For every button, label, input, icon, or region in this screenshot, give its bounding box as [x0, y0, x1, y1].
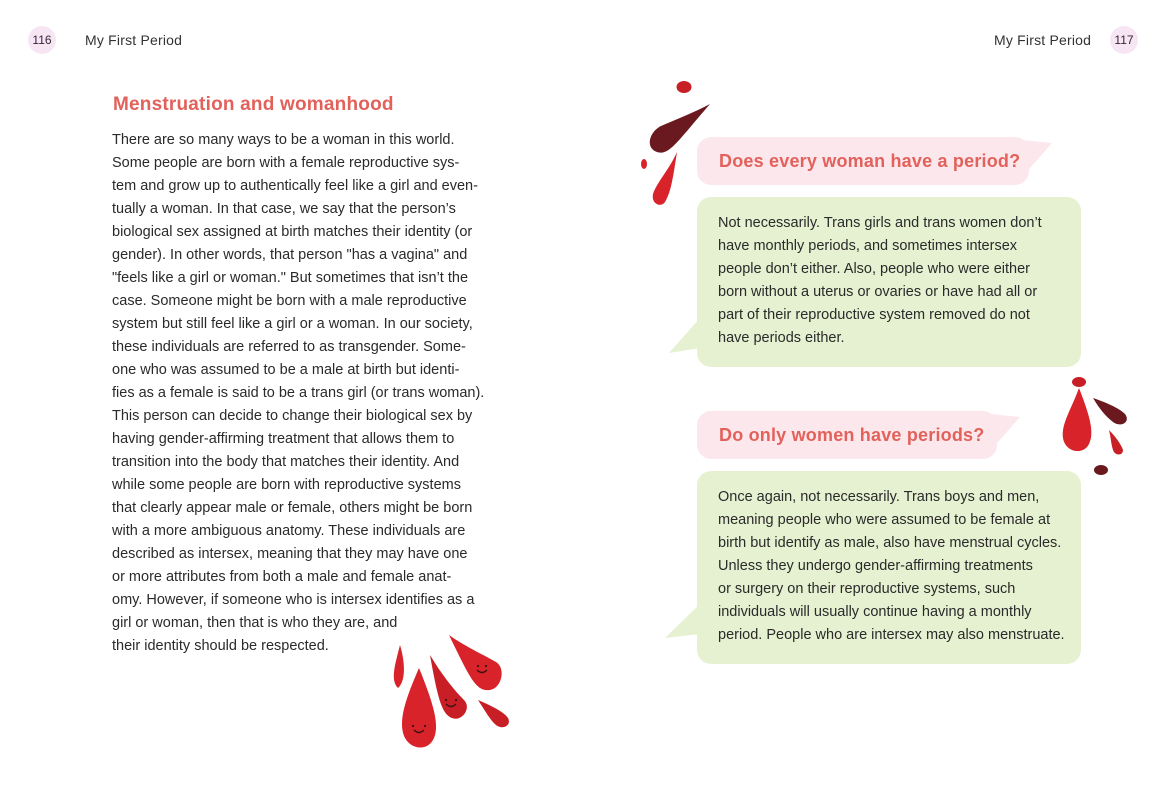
body-line: Some people are born with a female reproductive sys-	[112, 155, 460, 171]
body-line: system but still feel like a girl or a woman. In our society,	[112, 316, 473, 332]
question-bubble-1	[697, 137, 1029, 185]
body-line: that clearly appear male or female, others might be born	[112, 500, 473, 516]
answer-line: have periods either.	[718, 330, 845, 346]
question-1-tail	[1023, 140, 1053, 180]
body-line: with a more ambiguous anatomy. These individuals are	[112, 523, 466, 539]
running-header-left: My First Period	[85, 32, 183, 48]
body-line: girl or woman, then that is who they are, and	[112, 615, 398, 631]
body-line: There are so many ways to be a woman in this world.	[112, 132, 455, 148]
page-number-right: 117	[1110, 26, 1138, 54]
body-line: "feels like a girl or woman." But sometimes that isn’t the	[112, 270, 469, 286]
answer-1-tail	[669, 318, 701, 356]
answer-bubble-1	[697, 197, 1081, 367]
answer-line: have monthly periods, and sometimes intersex	[718, 238, 1018, 254]
blood-drops-icon	[1059, 372, 1135, 480]
body-line: while some people are born with reproductive systems	[112, 477, 461, 493]
question-1-text: Does every woman have a period?	[719, 151, 1021, 171]
answer-line: or surgery on their reproductive systems, such	[718, 581, 1016, 597]
running-header-right: My First Period	[994, 32, 1092, 48]
question-bubble-2	[697, 411, 997, 459]
body-line: biological sex assigned at birth matches their identity (or	[112, 224, 473, 240]
body-line: transition into the body that matches their identity. And	[112, 454, 460, 470]
question-2-tail	[991, 414, 1021, 454]
left-page	[0, 0, 583, 800]
body-line: tem and grow up to authentically feel like a girl and even-	[112, 178, 478, 194]
body-line: having gender-affirming treatment that allows them to	[112, 431, 455, 447]
body-line: one who was assumed to be a male at birth but identi-	[112, 362, 460, 378]
body-line: fies as a female is said to be a trans girl (or trans woman).	[112, 385, 485, 401]
answer-line: Once again, not necessarily. Trans boys and men,	[718, 489, 1040, 505]
answer-line: people don’t either. Also, people who were either	[718, 261, 1030, 277]
body-line: described as intersex, meaning that they may have one	[112, 546, 468, 562]
body-line: omy. However, if someone who is intersex identifies as a	[112, 592, 475, 608]
body-line: case. Someone might be born with a male reproductive	[112, 293, 467, 309]
body-line: or more attributes from both a male and female anat-	[112, 569, 452, 585]
body-line: these individuals are referred to as transgender. Some-	[112, 339, 466, 355]
answer-line: birth but identify as male, also have menstrual cycles.	[718, 535, 1062, 551]
answer-bubble-2	[697, 471, 1081, 664]
answer-line: Not necessarily. Trans girls and trans women don’t	[718, 215, 1042, 231]
answer-line: meaning people who were assumed to be female at	[718, 512, 1051, 528]
question-2-text: Do only women have periods?	[719, 425, 985, 445]
body-line: their identity should be respected.	[112, 638, 329, 654]
body-text	[112, 129, 485, 658]
page-number-left: 116	[28, 26, 56, 54]
body-line: This person can decide to change their biological sex by	[112, 408, 473, 424]
answer-2-tail	[665, 604, 701, 642]
answer-line: period. People who are intersex may also menstruate.	[718, 627, 1065, 643]
section-heading: Menstruation and womanhood	[113, 94, 394, 115]
answer-line: part of their reproductive system removed do not	[718, 307, 1030, 323]
body-line: tually a woman. In that case, we say that the person’s	[112, 201, 456, 217]
right-page	[583, 0, 1167, 800]
answer-line: born without a uterus or ovaries or have had all or	[718, 284, 1038, 300]
answer-line: Unless they undergo gender-affirming treatments	[718, 558, 1033, 574]
smiling-blood-drops-icon	[392, 630, 517, 760]
body-line: gender). In other words, that person "has a vagina" and	[112, 247, 468, 263]
answer-line: individuals will usually continue having a monthly	[718, 604, 1032, 620]
